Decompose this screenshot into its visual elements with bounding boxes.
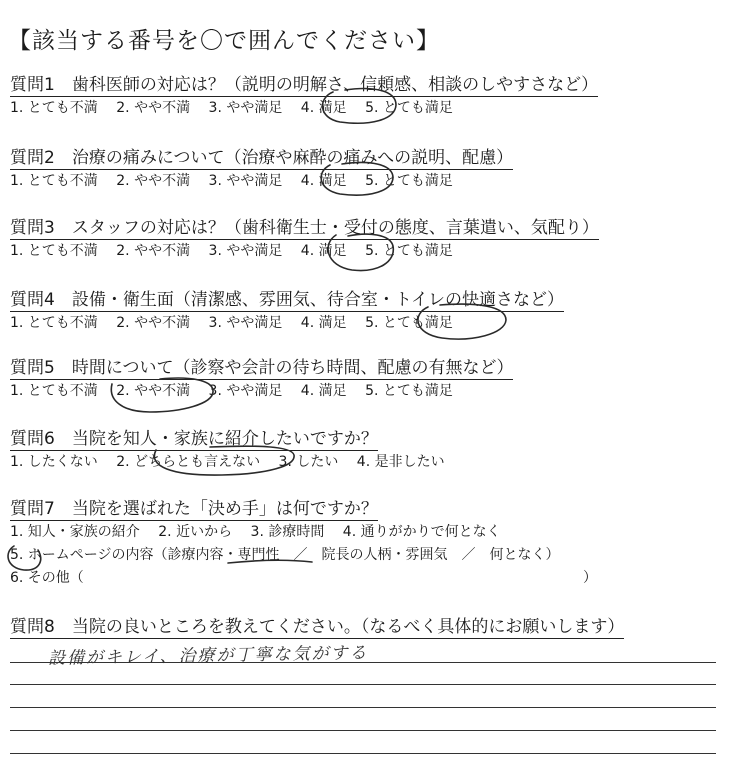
q2-option-3[interactable]: 3. やや満足: [208, 173, 283, 189]
answer-line: [10, 753, 716, 754]
question-4-options: [10, 312, 453, 332]
q4-option-5[interactable]: 5. とても満足: [365, 315, 453, 331]
question-5-label: 質問5 時間について（診察や会計の待ち時間、配慮の有無など）: [10, 353, 513, 380]
question-3-options: [10, 240, 453, 260]
q3-option-4[interactable]: 4. 満足: [300, 243, 347, 259]
q7-option-3[interactable]: 3. 診療時間: [250, 524, 325, 540]
question-4-label: 質問4 設備・衛生面（清潔感、雰囲気、待合室・トイレの快適さなど）: [10, 285, 564, 312]
q5-option-1[interactable]: 1. とても不満: [10, 383, 98, 399]
q3-option-5[interactable]: 5. とても満足: [365, 243, 453, 259]
question-1-label: 質問1 歯科医師の対応は？（説明の明解さ、信頼感、相談のしやすさなど）: [10, 70, 598, 97]
answer-line: [10, 684, 716, 685]
q7-option-1[interactable]: 1. 知人・家族の紹介: [10, 524, 140, 540]
q4-option-1[interactable]: 1. とても不満: [10, 315, 98, 331]
q2-option-1[interactable]: 1. とても不満: [10, 173, 98, 189]
q4-option-2[interactable]: 2. やや不満: [116, 315, 191, 331]
q7-option-6-close: ）: [583, 570, 597, 586]
question-7-options-row1: [10, 521, 501, 541]
form-title: 【該当する番号を〇で囲んでください】: [8, 28, 440, 54]
q1-option-1[interactable]: 1. とても不満: [10, 100, 98, 116]
q5-option-2[interactable]: 2. やや不満: [116, 383, 191, 399]
q2-option-5[interactable]: 5. とても満足: [365, 173, 453, 189]
q4-option-3[interactable]: 3. やや満足: [208, 315, 283, 331]
q1-option-4[interactable]: 4. 満足: [300, 100, 347, 116]
q5-option-5[interactable]: 5. とても満足: [365, 383, 453, 399]
q7-option-5[interactable]: 5. ホームページの内容（診療内容・専門性 ／ 院長の人柄・雰囲気 ／ 何となく）: [10, 547, 560, 563]
q1-option-3[interactable]: 3. やや満足: [208, 100, 283, 116]
q1-option-5[interactable]: 5. とても満足: [365, 100, 453, 116]
question-6-label: 質問6 当院を知人・家族に紹介したいですか？: [10, 424, 378, 451]
q6-option-1[interactable]: 1. したくない: [10, 454, 98, 470]
q6-option-3[interactable]: 3. したい: [278, 454, 339, 470]
answer-line: [10, 730, 716, 731]
q5-option-4[interactable]: 4. 満足: [300, 383, 347, 399]
question-2-options: [10, 170, 453, 190]
question-5-options: [10, 380, 453, 400]
question-6-options: [10, 451, 445, 471]
q7-option-6[interactable]: 6. その他（: [10, 570, 84, 586]
q2-option-4[interactable]: 4. 満足: [300, 173, 347, 189]
q5-option-3[interactable]: 3. やや満足: [208, 383, 283, 399]
q4-option-4[interactable]: 4. 満足: [300, 315, 347, 331]
q2-option-2[interactable]: 2. やや不満: [116, 173, 191, 189]
question-1-options: [10, 97, 453, 117]
question-7-label: 質問7 当院を選ばれた「決め手」は何ですか？: [10, 494, 378, 521]
q6-option-2[interactable]: 2. どちらとも言えない: [116, 454, 261, 470]
q3-option-3[interactable]: 3. やや満足: [208, 243, 283, 259]
q3-option-1[interactable]: 1. とても不満: [10, 243, 98, 259]
question-8-label: 質問8 当院の良いところを教えてください。（なるべく具体的にお願いします）: [10, 612, 624, 639]
q3-option-2[interactable]: 2. やや不満: [116, 243, 191, 259]
q6-option-4[interactable]: 4. 是非したい: [356, 454, 445, 470]
handwritten-answer[interactable]: 設備がキレイ、治療が丁寧な気がする: [47, 643, 369, 669]
answer-line: [10, 707, 716, 708]
question-3-label: 質問3 スタッフの対応は？（歯科衛生士・受付の態度、言葉遣い、気配り）: [10, 213, 599, 240]
q1-option-2[interactable]: 2. やや不満: [116, 100, 191, 116]
answer-line: [10, 662, 716, 663]
q7-option-2[interactable]: 2. 近いから: [158, 524, 233, 540]
q7-option-4[interactable]: 4. 通りがかりで何となく: [342, 524, 501, 540]
question-2-label: 質問2 治療の痛みについて（治療や麻酔の痛みへの説明、配慮）: [10, 143, 513, 170]
